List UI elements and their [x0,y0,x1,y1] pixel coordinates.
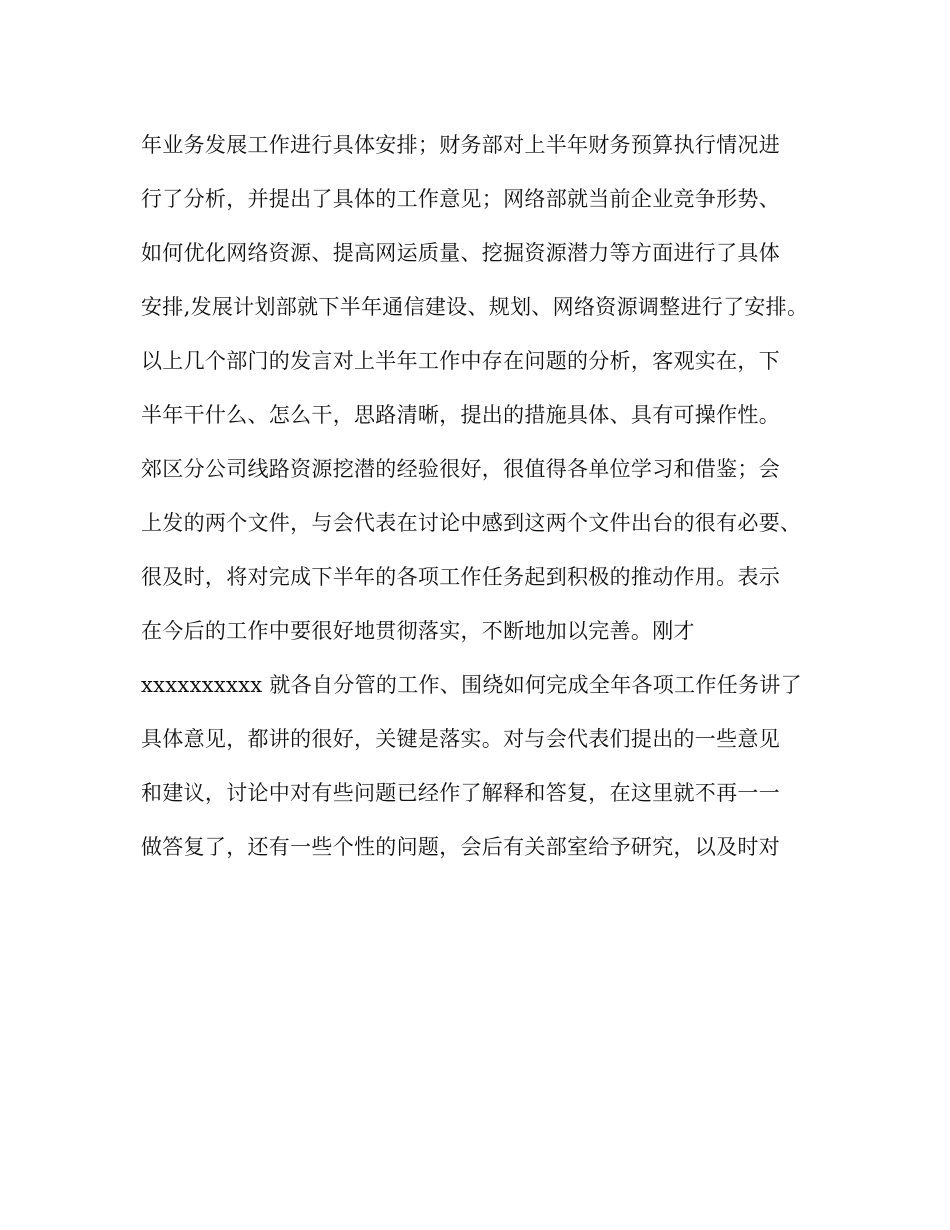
text-line: 很及时，将对完成下半年的各项工作任务起到积极的推动作用。表示 [141,565,780,589]
body-text [141,125,831,881]
text-line: 郊区分公司线路资源挖潜的经验很好，很值得各单位学习和借鉴；会 [141,457,780,481]
text-line: 在今后的工作中要很好地贯彻落实，不断地加以完善。刚才 [141,619,695,643]
text-line: 半年干什么、怎么干，思路清晰，提出的措施具体、具有可操作性。 [141,403,780,427]
text-line: 具体意见，都讲的很好，关键是落实。对与会代表们提出的一些意见 [141,727,780,751]
text-line: 如何优化网络资源、提高网运质量、挖掘资源潜力等方面进行了具体 [141,241,780,265]
text-line: 以上几个部门的发言对上半年工作中存在问题的分析，客观实在，下 [141,349,780,373]
text-line: 行了分析，并提出了具体的工作意见；网络部就当前企业竞争形势、 [141,187,780,211]
text-line: 年业务发展工作进行具体安排；财务部对上半年财务预算执行情况进 [141,133,780,157]
text-line: 安排,发展计划部就下半年通信建设、规划、网络资源调整进行了安排。 [141,295,809,319]
text-line: 做答复了，还有一些个性的问题，会后有关部室给予研究，以及时对 [141,835,780,859]
text-line: xxxxxxxxxx 就各自分管的工作、围绕如何完成全年各项工作任务讲了 [141,673,802,697]
text-line: 和建议，讨论中对有些问题已经作了解释和答复，在这里就不再一一 [141,781,780,805]
text-line: 上发的两个文件，与会代表在讨论中感到这两个文件出台的很有必要、 [141,511,802,535]
